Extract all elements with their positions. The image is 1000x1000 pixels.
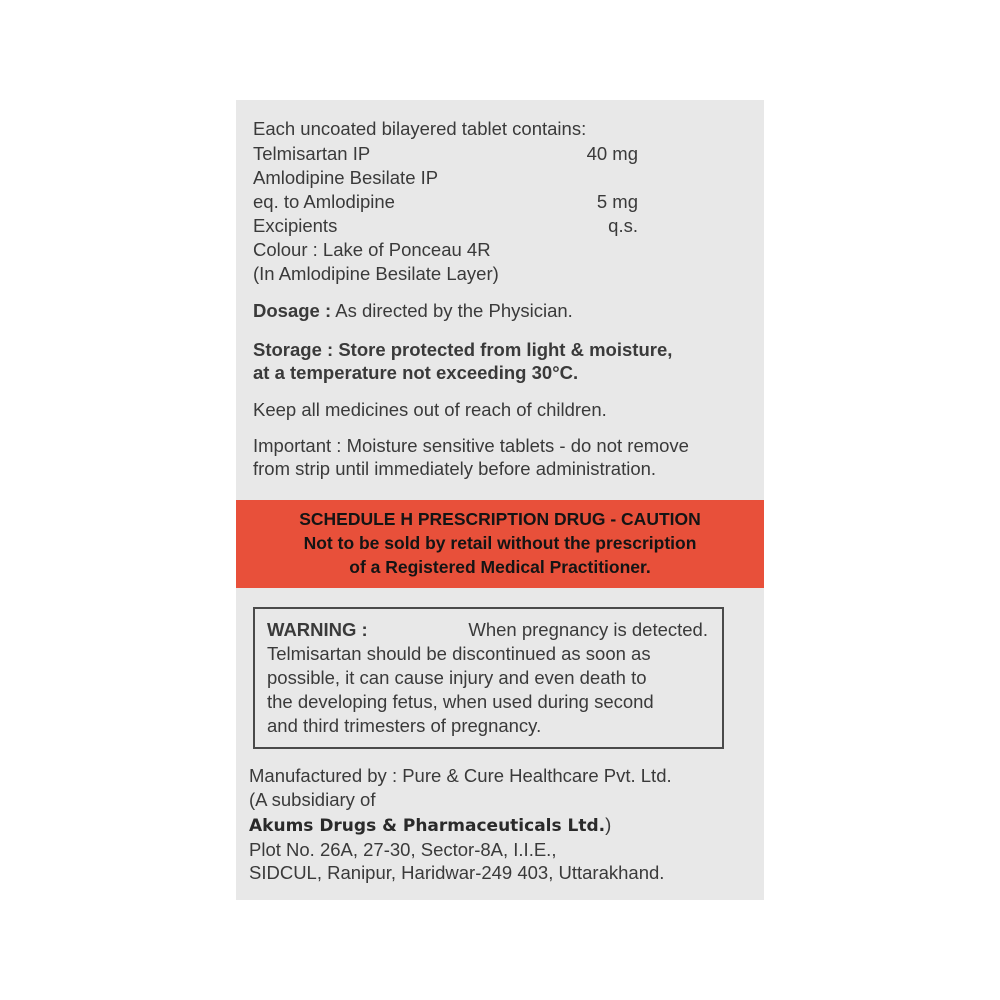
manufacturer-company-line — [249, 814, 611, 837]
manufacturer-company-close: ) — [605, 814, 612, 835]
dosage-line — [253, 300, 573, 322]
schedule-h-line-3: of a Registered Medical Practitioner. — [349, 557, 651, 577]
dosage-label: Dosage : — [253, 300, 332, 321]
ingredient-amount: 5 mg — [596, 191, 638, 212]
colour-note: (In Amlodipine Besilate Layer) — [253, 263, 499, 284]
keep-away-text: Keep all medicines out of reach of children. — [253, 399, 607, 420]
ingredient-name: Excipients — [253, 215, 338, 236]
storage-line-2: at a temperature not exceeding 30°C. — [253, 362, 579, 383]
label-panel — [236, 100, 764, 900]
dosage-text: As directed by the Physician. — [331, 300, 573, 321]
warning-label: WARNING : — [267, 619, 368, 640]
composition-heading: Each uncoated bilayered tablet contains: — [253, 118, 587, 139]
ingredient-name: Amlodipine Besilate IP — [253, 167, 439, 188]
important-line-1: Important : Moisture sensitive tablets - do not remove — [253, 435, 689, 456]
colour-line: Colour : Lake of Ponceau 4R — [253, 239, 491, 260]
schedule-h-banner — [236, 500, 764, 588]
manufacturer-address-1: Plot No. 26A, 27-30, Sector-8A, I.I.E., — [249, 839, 557, 860]
storage-line-1: Storage : Store protected from light & moisture, — [253, 339, 673, 360]
ingredient-name: Telmisartan IP — [253, 143, 371, 164]
schedule-h-title: SCHEDULE H PRESCRIPTION DRUG - CAUTION — [299, 509, 701, 529]
ingredient-name: eq. to Amlodipine — [253, 191, 395, 212]
warning-line-3: possible, it can cause injury and even death to — [267, 667, 647, 688]
manufacturer-line-2: (A subsidiary of — [249, 789, 376, 810]
schedule-h-line-2: Not to be sold by retail without the prescription — [303, 533, 697, 553]
warning-line-4: the developing fetus, when used during second — [267, 691, 654, 712]
ingredient-amount: 40 mg — [586, 143, 638, 164]
warning-box — [253, 607, 724, 749]
warning-line-1-text: When pregnancy is detected. — [468, 619, 708, 640]
manufacturer-line-1: Manufactured by : Pure & Cure Healthcare Pvt. Ltd. — [249, 765, 672, 786]
manufacturer-address-2: SIDCUL, Ranipur, Haridwar-249 403, Uttarakhand. — [249, 862, 665, 883]
warning-line-5: and third trimesters of pregnancy. — [267, 715, 542, 736]
warning-line-1 — [267, 619, 708, 641]
manufacturer-company: Akums Drugs & Pharmaceuticals Ltd. — [249, 816, 606, 836]
warning-line-2: Telmisartan should be discontinued as soon as — [267, 643, 651, 664]
important-line-2: from strip until immediately before administration. — [253, 458, 657, 479]
ingredient-amount: q.s. — [608, 215, 638, 236]
